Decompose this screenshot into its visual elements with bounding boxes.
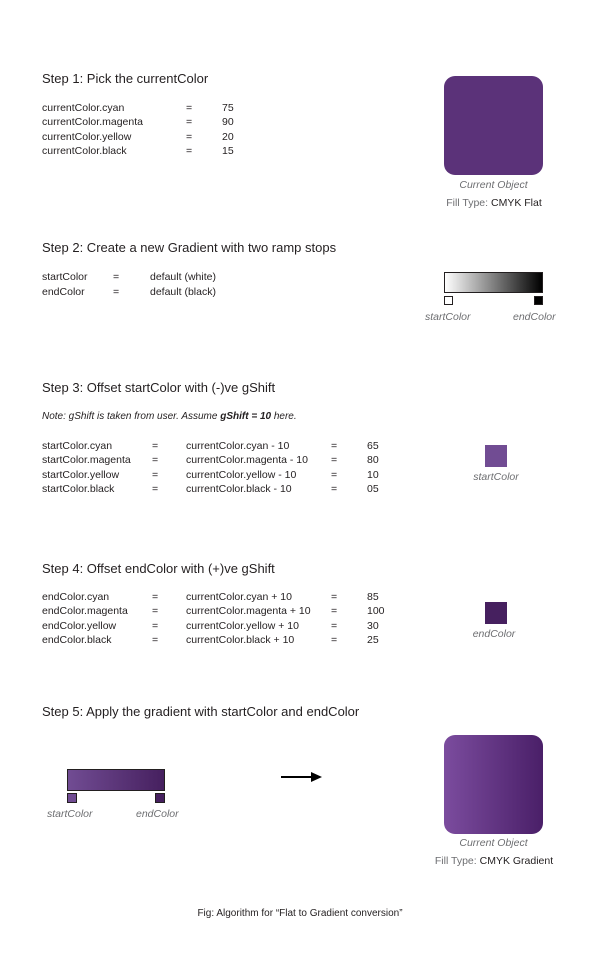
property-value: default (white): [150, 271, 216, 283]
fill-type-value: CMYK Flat: [490, 197, 542, 209]
step1-title: Step 1: Pick the currentColor: [42, 71, 209, 86]
step3-title: Step 3: Offset startColor with (-)ve gShift: [42, 380, 276, 395]
property-value: 30: [367, 620, 379, 632]
note-bold: gShift = 10: [220, 411, 272, 422]
note-suffix: here.: [271, 411, 297, 422]
equals-sign: =: [186, 116, 193, 128]
ramp-stop-start-icon: [67, 793, 77, 803]
start-color-label: startColor: [47, 808, 93, 820]
expression: currentColor.yellow - 10: [186, 469, 297, 481]
equals-sign: =: [152, 634, 159, 646]
property-value: 10: [367, 469, 379, 481]
equals-sign: =: [113, 271, 120, 283]
property-name: currentColor.cyan: [42, 102, 125, 114]
equals-sign: =: [331, 605, 338, 617]
equals-sign: =: [152, 605, 159, 617]
equals-sign: =: [331, 469, 338, 481]
equals-sign: =: [152, 440, 159, 452]
fill-type-key: Fill Type:: [434, 855, 477, 867]
current-object-flat-swatch: [444, 76, 543, 175]
step4-title: Step 4: Offset endColor with (+)ve gShift: [42, 561, 275, 576]
arrow-right-icon: [280, 770, 324, 784]
current-object-caption: Current Object: [459, 179, 528, 191]
property-value: 20: [222, 131, 234, 143]
start-color-label: startColor: [425, 311, 471, 323]
equals-sign: =: [331, 454, 338, 466]
step5-title: Step 5: Apply the gradient with startColor and endColor: [42, 704, 360, 719]
end-color-swatch-label: endColor: [472, 628, 516, 640]
equals-sign: =: [331, 634, 338, 646]
property-name: endColor.black: [42, 634, 112, 646]
fill-type-label: [424, 197, 564, 209]
equals-sign: =: [152, 454, 159, 466]
equals-sign: =: [331, 483, 338, 495]
property-name: startColor.magenta: [42, 454, 131, 466]
equals-sign: =: [152, 591, 159, 603]
expression: currentColor.magenta + 10: [186, 605, 311, 617]
end-color-label: endColor: [136, 808, 179, 820]
equals-sign: =: [152, 620, 159, 632]
gradient-ramp: [67, 769, 165, 791]
equals-sign: =: [152, 469, 159, 481]
ramp-stop-end-icon: [155, 793, 165, 803]
property-name: endColor.magenta: [42, 605, 128, 617]
property-name: startColor: [42, 271, 88, 283]
equals-sign: =: [152, 483, 159, 495]
equals-sign: =: [186, 102, 193, 114]
fill-type-value: CMYK Gradient: [479, 855, 554, 867]
ramp-stop-white-icon: [444, 296, 453, 305]
current-object-gradient-swatch: [444, 735, 543, 834]
gshift-note: [42, 411, 297, 422]
property-value: 05: [367, 483, 379, 495]
current-object-caption: Current Object: [459, 837, 528, 849]
equals-sign: =: [331, 620, 338, 632]
ramp-stop-black-icon: [534, 296, 543, 305]
end-color-swatch: [485, 602, 507, 624]
property-value: 25: [367, 634, 379, 646]
property-name: startColor.black: [42, 483, 115, 495]
start-color-swatch-label: startColor: [473, 471, 519, 483]
property-value: 80: [367, 454, 379, 466]
property-name: startColor.yellow: [42, 469, 120, 481]
property-name: endColor: [42, 286, 85, 298]
start-color-swatch: [485, 445, 507, 467]
equals-sign: =: [186, 145, 193, 157]
expression: currentColor.magenta - 10: [186, 454, 308, 466]
fill-type-key: Fill Type:: [446, 197, 489, 209]
expression: currentColor.cyan - 10: [186, 440, 290, 452]
equals-sign: =: [331, 440, 338, 452]
property-value: 85: [367, 591, 379, 603]
equals-sign: =: [113, 286, 120, 298]
equals-sign: =: [331, 591, 338, 603]
property-value: 100: [367, 605, 385, 617]
expression: currentColor.black - 10: [186, 483, 292, 495]
default-gradient-ramp: [444, 272, 543, 293]
note-prefix: Note: gShift is taken from user. Assume: [42, 411, 221, 422]
fill-type-label: [414, 855, 574, 867]
property-name: currentColor.magenta: [42, 116, 143, 128]
property-value: 15: [222, 145, 234, 157]
property-value: default (black): [150, 286, 216, 298]
equals-sign: =: [186, 131, 193, 143]
property-name: startColor.cyan: [42, 440, 113, 452]
property-name: endColor.cyan: [42, 591, 110, 603]
property-value: 65: [367, 440, 379, 452]
expression: currentColor.yellow + 10: [186, 620, 299, 632]
expression: currentColor.black + 10: [186, 634, 295, 646]
figure-caption: Fig: Algorithm for “Flat to Gradient conversion”: [197, 908, 403, 919]
property-name: endColor.yellow: [42, 620, 117, 632]
expression: currentColor.cyan + 10: [186, 591, 292, 603]
property-value: 75: [222, 102, 234, 114]
property-name: currentColor.yellow: [42, 131, 132, 143]
property-value: 90: [222, 116, 234, 128]
property-name: currentColor.black: [42, 145, 127, 157]
end-color-label: endColor: [513, 311, 556, 323]
step2-title: Step 2: Create a new Gradient with two ramp stops: [42, 240, 337, 255]
